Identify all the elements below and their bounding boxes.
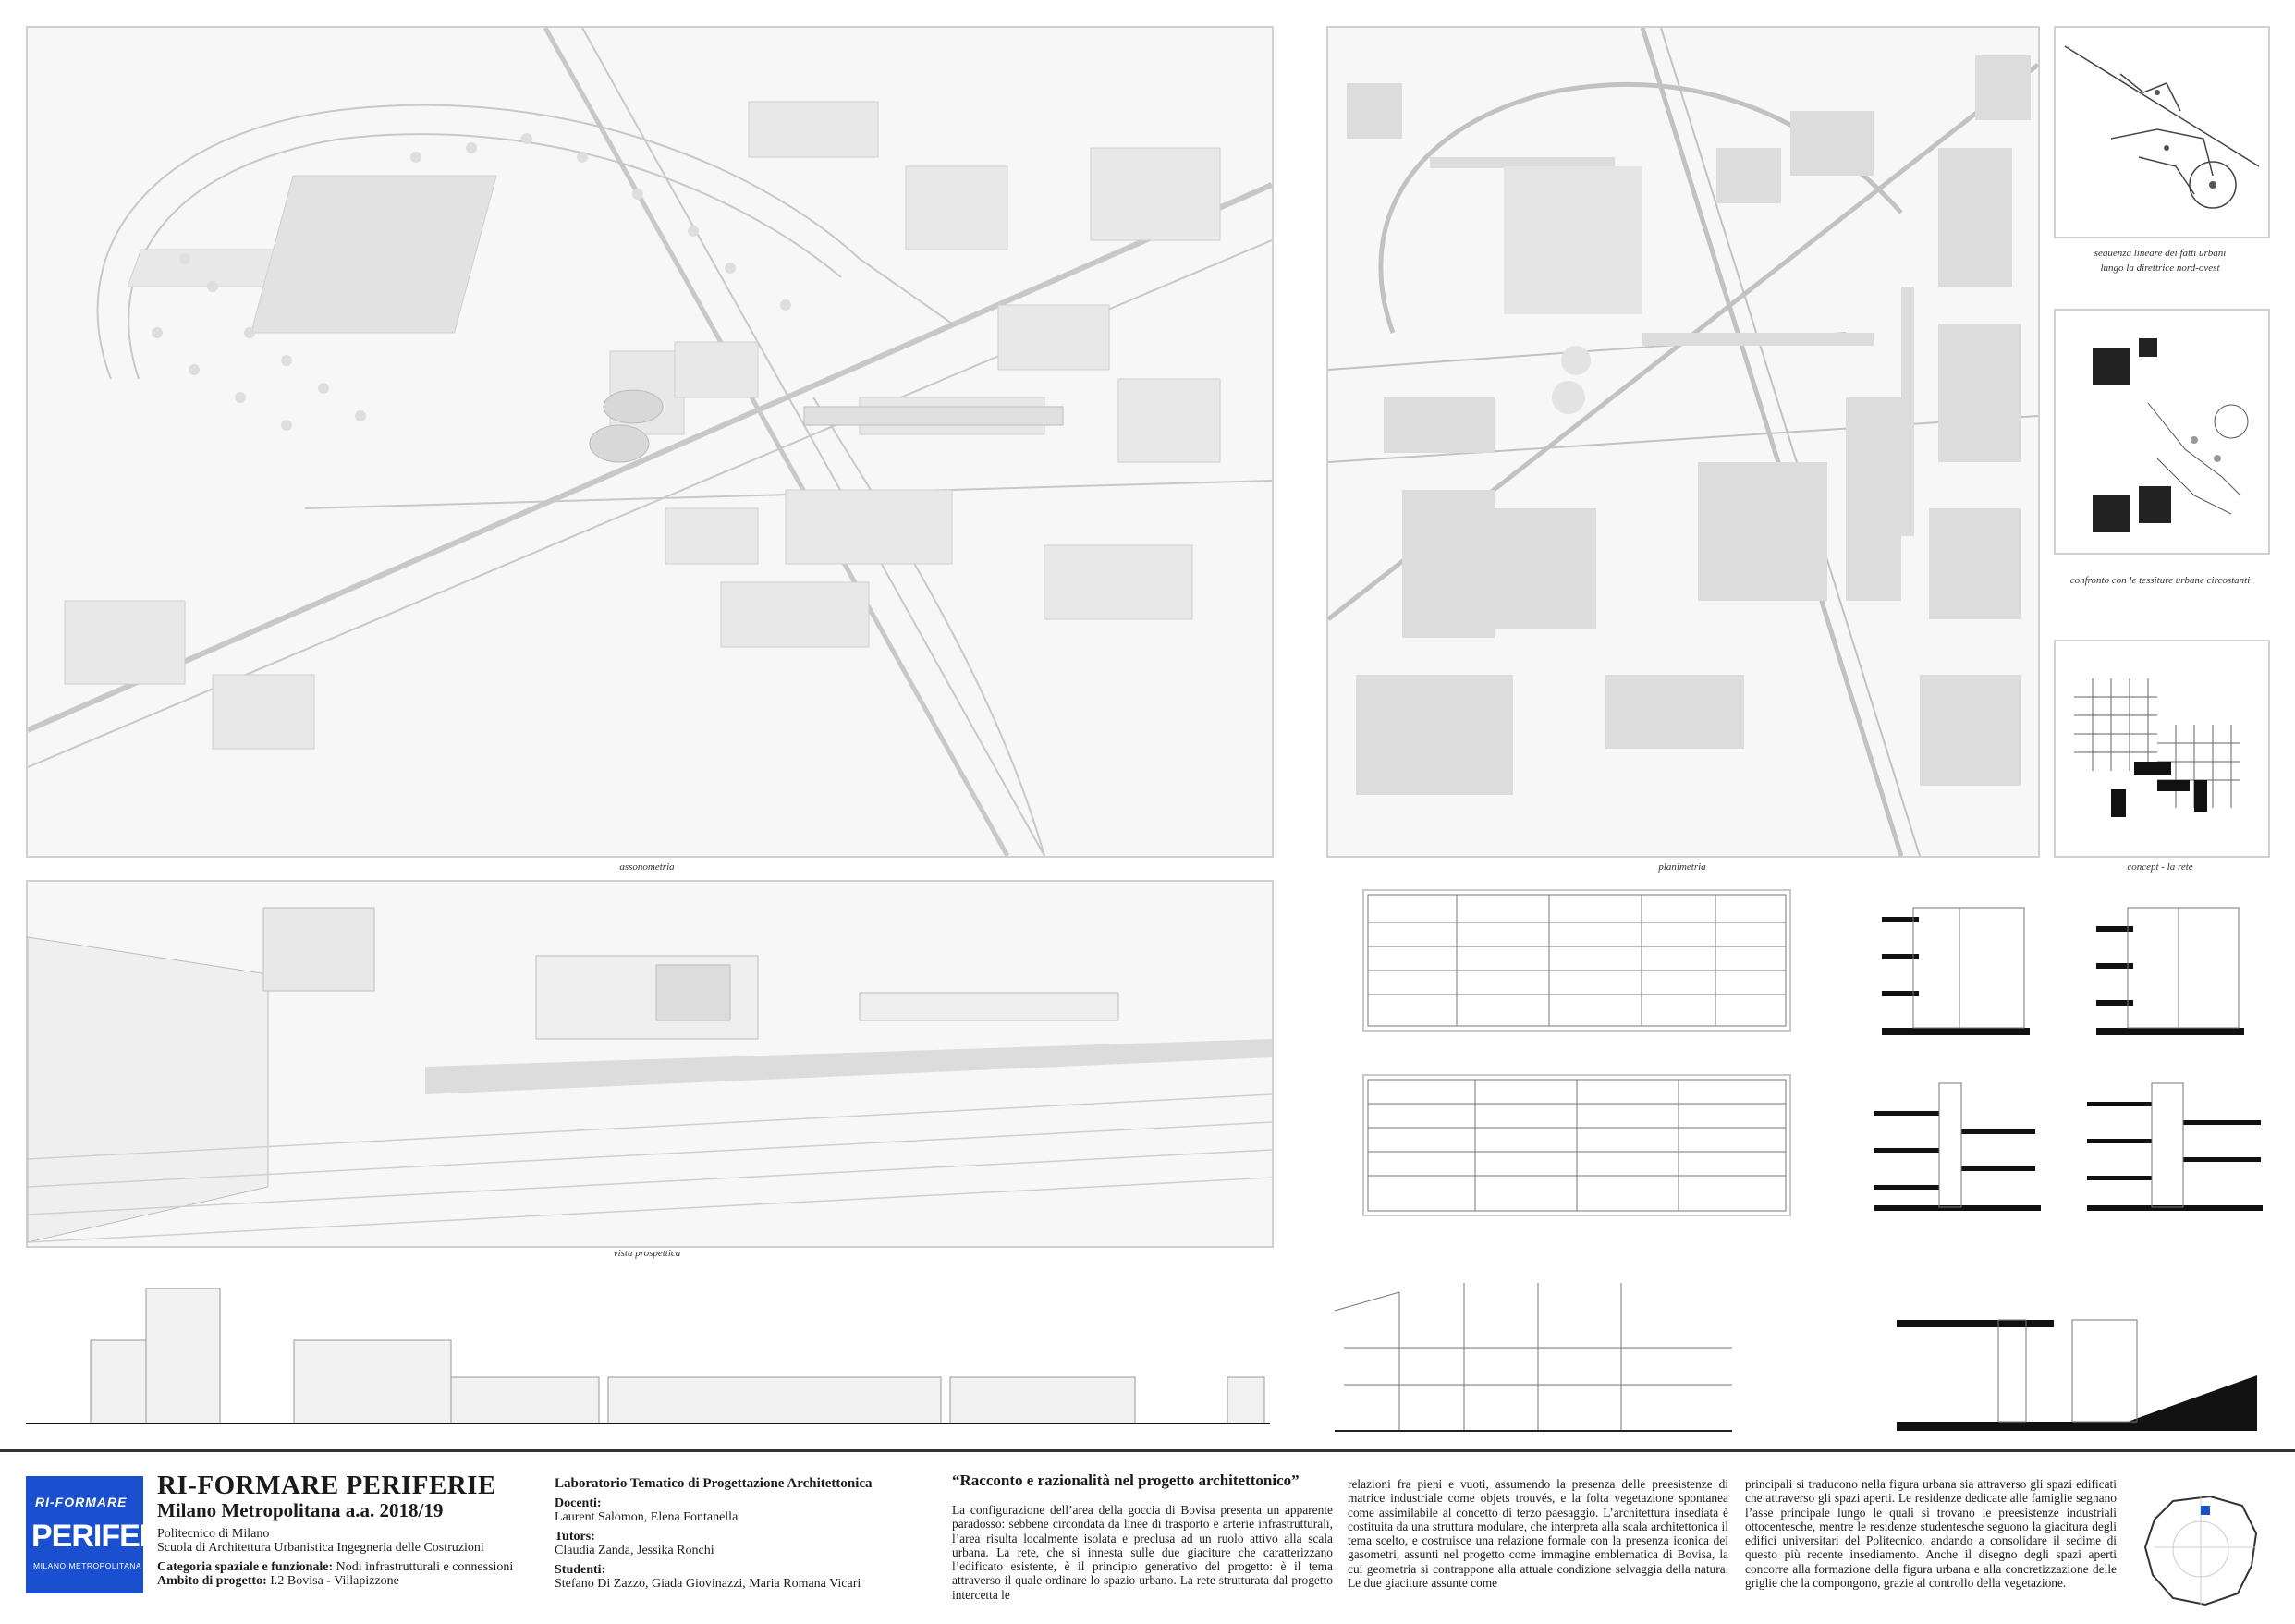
section-b [1362, 1074, 1791, 1216]
axonometric-svg [28, 28, 1272, 856]
elevation-svg [26, 1285, 1270, 1433]
diagram-sequence-caption-line1: sequenza lineare dei fatti urbani [2094, 248, 2227, 259]
text-column-2: relazioni fra pieni e vuoti, assumendo la presenza delle preesistenze di matrice industriale come objets trouvés, e la folta vegetazione spontanea come assimilabile al concetto di terzo paesaggio. L’architettura insediata è costituita da una struttura modulare, che interpreta alla scala architettonica il tema scelto, e costruisce una relazione formale con la presenza iconica dei gasometri, assunti nel progetto come immagine emblematica di Bovisa, la cui geometria si contrappone alla attuale condizione selvaggia della natura. Le due giaciture assunte come [1348, 1477, 1728, 1591]
axonometric-caption: assonometria [619, 861, 675, 873]
logo-line3: MILANO METROPOLITANA [33, 1561, 142, 1570]
site-plan-drawing [1326, 26, 2040, 858]
diagram-sequence [2054, 26, 2270, 238]
section-a-svg [1364, 891, 1789, 1030]
section-e-svg [1869, 1074, 2045, 1213]
section-e [1869, 1074, 2045, 1213]
diagram-concept-svg [2056, 641, 2268, 856]
diagram-urban-fabric-caption: confronto con le tessiture urbane circostanti [2069, 575, 2251, 586]
section-a [1362, 889, 1791, 1032]
longitudinal-section-a [1325, 1274, 1741, 1435]
milan-locator-svg [2136, 1483, 2265, 1612]
docenti-names: Laurent Salomon, Elena Fontanella [555, 1510, 739, 1524]
scope-label: Ambito di progetto: [157, 1574, 267, 1588]
longitudinal-section-a-svg [1325, 1274, 1741, 1435]
category-line [157, 1560, 555, 1574]
perspective-svg [28, 882, 1272, 1246]
text-column-1: La configurazione dell’area della goccia di Bovisa presenta un apparente paradosso: sebbene circondata da linee di trasporto e arterie infrastrutturali, l’area risulta localmente isolata e preclusa ad un ruolo attivo alla scala urbana. La rete, che si innesta sulle due giaciture che caratterizzano l’edificato esistente, è il principio generativo del progetto: è il tema attraverso il quale ordinare lo spazio urbano. La rete strutturata dal progetto intercetta le [952, 1503, 1333, 1602]
lab-title: Laboratorio Tematico di Progettazione Architettonica [555, 1476, 873, 1491]
category-value: Nodi infrastrutturali e connessioni [336, 1560, 514, 1574]
main-title: RI-FORMARE PERIFERIE [157, 1471, 496, 1500]
scope-value: I.2 Bovisa - Villapizzone [270, 1574, 399, 1588]
section-f [2081, 1074, 2266, 1213]
section-d [2091, 889, 2248, 1037]
school-line2: Scuola di Architettura Urbanistica Ingegneria delle Costruzioni [157, 1541, 484, 1555]
diagram-concept-caption: concept - la rete [2127, 861, 2193, 873]
studenti-names: Stefano Di Zazzo, Giada Giovinazzi, Maria Romana Vicari [555, 1577, 861, 1591]
logo-line1: RI-FORMARE [35, 1495, 128, 1509]
scope-line [157, 1574, 555, 1588]
longitudinal-section-b [1887, 1292, 2266, 1435]
diagram-sequence-caption [2054, 246, 2266, 275]
axonometric-drawing [26, 26, 1274, 858]
location-marker-icon [2201, 1506, 2210, 1515]
credits-block [555, 1477, 924, 1591]
text-column-3: principali si traducono nella figura urbana sia attraverso gli spazi edificati che attraverso gli spazi aperti. Le residenze dedicate alle famiglie segnano l’asse principale lungo le quali si trovano le preesistenze industriali ottocentesche, mentre le residenze studentesche seguono la giacitura degli edifici universitari del Politecnico, andando a consolidare il sedime di questo più recente insediamento. Anche il disegno degli spazi aperti concorre alla formazione della figura urbana e alla concretizzazione delle griglie che la compongono, grazie al controllo della vegetazione. [1745, 1477, 2117, 1591]
subtitle: Milano Metropolitana a.a. 2018/19 [157, 1499, 444, 1521]
section-d-svg [2091, 889, 2248, 1037]
tutors-names: Claudia Zanda, Jessika Ronchi [555, 1544, 714, 1557]
studenti-label: Studenti: [555, 1563, 606, 1577]
logo-line2: PERIFERIE [31, 1519, 189, 1554]
diagram-urban-fabric [2054, 309, 2270, 555]
logo-tile [26, 1476, 189, 1593]
section-c [1876, 889, 2033, 1037]
section-f-svg [2081, 1074, 2266, 1213]
longitudinal-section-b-svg [1887, 1292, 2266, 1435]
title-block [157, 1471, 555, 1588]
docenti-label: Docenti: [555, 1496, 602, 1510]
elevation [26, 1285, 1270, 1433]
tutors-label: Tutors: [555, 1530, 595, 1544]
site-plan-svg [1328, 28, 2038, 856]
school-line1: Politecnico di Milano [157, 1527, 270, 1541]
text-heading: “Racconto e razionalità nel progetto architettonico” [952, 1471, 1300, 1489]
perspective-view [26, 880, 1274, 1248]
perspective-caption: vista prospettica [613, 1248, 681, 1259]
site-plan-caption: planimetria [1658, 861, 1706, 873]
section-c-svg [1876, 889, 2033, 1037]
milan-locator-map [2136, 1483, 2265, 1612]
diagram-concept [2054, 640, 2270, 858]
diagram-sequence-svg [2056, 28, 2268, 237]
diagram-urban-fabric-svg [2056, 311, 2268, 553]
category-label: Categoria spaziale e funzionale: [157, 1560, 334, 1574]
diagram-sequence-caption-line2: lungo la direttrice nord-ovest [2100, 263, 2220, 274]
section-b-svg [1364, 1076, 1789, 1215]
